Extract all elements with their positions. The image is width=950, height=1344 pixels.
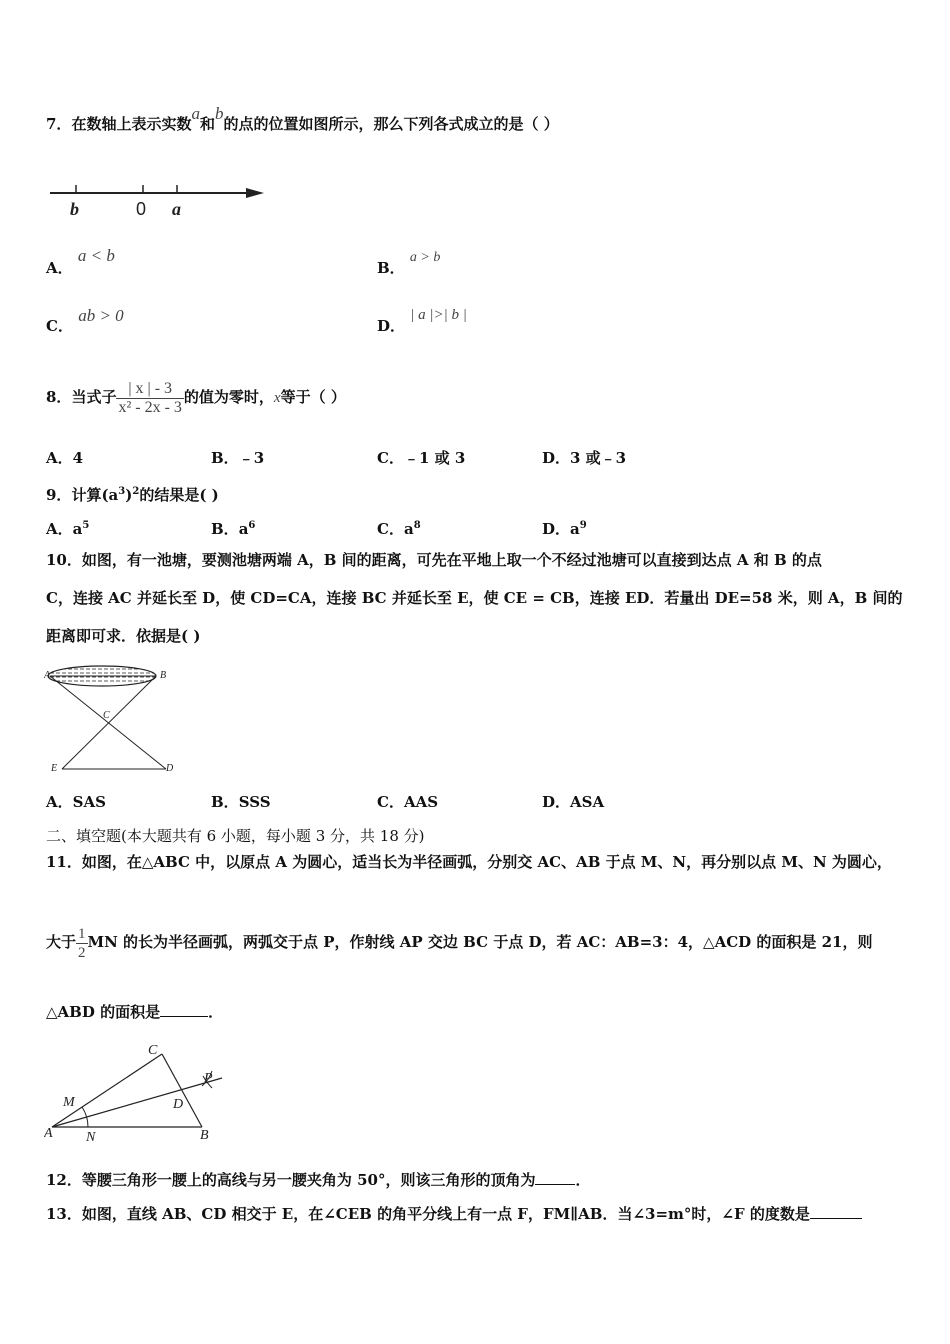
option-label: B． xyxy=(211,793,239,811)
q9-option-a[interactable] xyxy=(46,516,89,539)
q8-text-middle: 的值为零时， xyxy=(183,388,274,406)
option-value: ASA xyxy=(570,793,605,811)
q7-option-b[interactable] xyxy=(377,250,441,280)
q11-line3-text: △ABD 的面积是 xyxy=(46,1003,161,1021)
segment-BE xyxy=(62,676,156,769)
q9-text-after: 的结果是( ) xyxy=(139,486,219,504)
q7-var-b: b xyxy=(214,104,224,123)
q7-stem xyxy=(46,104,559,134)
q10-option-b[interactable] xyxy=(211,792,271,812)
point-M: M xyxy=(63,1095,75,1110)
q8-var: x xyxy=(273,390,281,406)
q10-option-d[interactable] xyxy=(542,792,604,812)
option-label: C． xyxy=(377,793,404,811)
q7-text-after: 的点的位置如图所示，那么下列各式成立的是（ ） xyxy=(223,115,559,133)
q9-number: 9． xyxy=(46,486,72,504)
q10-line2: C，连接 AC 并延长至 D，使 CD=CA，连接 BC 并延长至 E，使 CE = CB，连接 ED．若量出 DE=58 米，则 A，B 间的 xyxy=(46,589,903,607)
q9-paren: ) xyxy=(125,486,133,504)
q7-number: 7． xyxy=(46,115,72,133)
q8-option-c[interactable] xyxy=(377,448,465,468)
q7-option-a[interactable] xyxy=(46,246,115,278)
q11-line2-before: 大于 xyxy=(46,933,77,951)
q13-answer-blank[interactable] xyxy=(810,1204,862,1219)
q10-line3: 距离即可求．依据是( ) xyxy=(46,627,201,645)
q10-line1: 10．如图，有一池塘，要测池塘两端 A，B 间的距离，可先在平地上取一个不经过池塘可以直接到达点 A 和 B 的点 xyxy=(46,551,822,569)
option-exp: 9 xyxy=(579,520,587,531)
point-B: B xyxy=(160,670,167,681)
option-expr: a < b xyxy=(77,246,115,265)
q9-option-b[interactable] xyxy=(211,516,255,539)
point-C: C xyxy=(103,710,110,721)
q10-option-c[interactable] xyxy=(377,792,438,812)
q11-line2-after: MN 的长为半径画弧，两弧交于点 P，作射线 AP 交边 BC 于点 D，若 AC：AB=3：4，△ACD 的面积是 21，则 xyxy=(87,933,873,951)
segment-AC xyxy=(52,1054,162,1127)
option-value: ﹣1 或 3 xyxy=(403,449,466,467)
q8-option-a[interactable] xyxy=(46,448,83,468)
q8-text-after: 等于（ ） xyxy=(280,388,346,406)
label-b: b xyxy=(70,199,79,219)
option-label: C． xyxy=(377,449,404,467)
q8-fraction xyxy=(116,380,183,417)
q9-option-c[interactable] xyxy=(377,516,421,539)
section-2-title: 二、填空题(本大题共有 6 小题，每小题 3 分，共 18 分) xyxy=(46,827,425,845)
option-label: D． xyxy=(377,317,406,335)
point-P: P xyxy=(204,1071,213,1086)
option-label: D． xyxy=(542,793,571,811)
q9-option-d[interactable] xyxy=(542,516,587,539)
option-expr: | a |>| b | xyxy=(410,307,467,323)
point-E: E xyxy=(51,763,58,774)
q11-line2 xyxy=(46,918,873,966)
point-D: D xyxy=(173,1097,184,1112)
option-base: a xyxy=(403,520,414,538)
option-label: C． xyxy=(377,520,404,538)
q8-number: 8． xyxy=(46,388,72,406)
q9-sup1: 3 xyxy=(118,486,126,497)
option-base: a xyxy=(570,520,580,538)
q10-figure xyxy=(44,664,174,776)
q12-end: ． xyxy=(575,1171,591,1189)
option-base: a xyxy=(238,520,249,538)
option-expr: a > b xyxy=(409,250,441,265)
segment-BC xyxy=(162,1054,202,1127)
q13-stem xyxy=(46,1204,862,1224)
q13-text: 13．如图，直线 AB、CD 相交于 E，在∠CEB 的角平分线上有一点 F，FM∥AB．当∠3=m°时，∠F 的度数是 xyxy=(46,1205,810,1223)
option-exp: 5 xyxy=(82,520,90,531)
number-line-arrow xyxy=(246,188,264,198)
q11-figure xyxy=(44,1040,230,1144)
q7-option-c[interactable] xyxy=(46,306,124,336)
q11-answer-blank[interactable] xyxy=(160,1002,208,1017)
q8-option-b[interactable] xyxy=(211,448,264,468)
option-label: D． xyxy=(542,449,571,467)
option-label: B． xyxy=(211,520,239,538)
q8-numerator: | x | - 3 xyxy=(116,380,183,399)
q8-stem xyxy=(46,374,346,421)
point-N: N xyxy=(86,1130,96,1144)
option-value: AAS xyxy=(403,793,439,811)
option-label: D． xyxy=(542,520,571,538)
option-label: B． xyxy=(377,259,405,277)
q11-line3-end: ． xyxy=(208,1003,224,1021)
point-A: A xyxy=(44,670,51,681)
option-label: A． xyxy=(46,520,73,538)
option-label: A． xyxy=(46,449,73,467)
pond-hatching xyxy=(44,669,167,681)
q7-var-a: a xyxy=(191,104,200,123)
q11-frac-den: 2 xyxy=(78,944,86,961)
q11-fraction xyxy=(76,925,88,962)
q12-answer-blank[interactable] xyxy=(535,1170,575,1185)
point-B: B xyxy=(200,1128,209,1143)
option-label: C． xyxy=(46,317,73,335)
option-exp: 6 xyxy=(248,520,256,531)
q7-and: 和 xyxy=(199,115,215,133)
segment-AD xyxy=(50,676,166,769)
q10-option-a[interactable] xyxy=(46,792,106,812)
option-value: SSS xyxy=(238,793,271,811)
option-label: A． xyxy=(46,259,73,277)
q7-text-before: 在数轴上表示实数 xyxy=(71,115,192,133)
option-expr: ab > 0 xyxy=(78,306,124,325)
q7-option-d[interactable] xyxy=(377,307,467,337)
point-D: D xyxy=(166,763,174,774)
option-value: SAS xyxy=(72,793,106,811)
q11-line1: 11．如图，在△ABC 中，以原点 A 为圆心，适当长为半径画弧，分别交 AC、AB 于点 M、N，再分别以点 M、N 为圆心， xyxy=(46,853,892,871)
point-C: C xyxy=(148,1043,158,1058)
q7-number-line xyxy=(46,178,268,226)
option-base: a xyxy=(72,520,83,538)
option-label: A． xyxy=(46,793,73,811)
point-A: A xyxy=(44,1126,53,1141)
q11-frac-num: 1 xyxy=(78,925,86,942)
q8-denominator: x² - 2x - 3 xyxy=(118,398,182,416)
q12-text: 12．等腰三角形一腰上的高线与另一腰夹角为 50°，则该三角形的顶角为 xyxy=(46,1171,536,1189)
label-a: a xyxy=(172,199,181,219)
option-value: 3 或﹣3 xyxy=(570,449,627,467)
option-exp: 8 xyxy=(413,520,421,531)
option-label: B． xyxy=(211,449,239,467)
q9-text-before: 计算(a xyxy=(71,486,119,504)
q8-option-d[interactable] xyxy=(542,448,626,468)
q8-text-before: 当式子 xyxy=(71,388,117,406)
ray-AP xyxy=(52,1078,222,1127)
q11-line3 xyxy=(46,1002,223,1022)
option-value: ﹣3 xyxy=(238,449,265,467)
label-0: 0 xyxy=(136,199,147,219)
q12-stem xyxy=(46,1170,591,1190)
option-value: 4 xyxy=(72,449,84,467)
q9-stem xyxy=(46,482,219,505)
q9-sup2: 2 xyxy=(132,486,140,497)
